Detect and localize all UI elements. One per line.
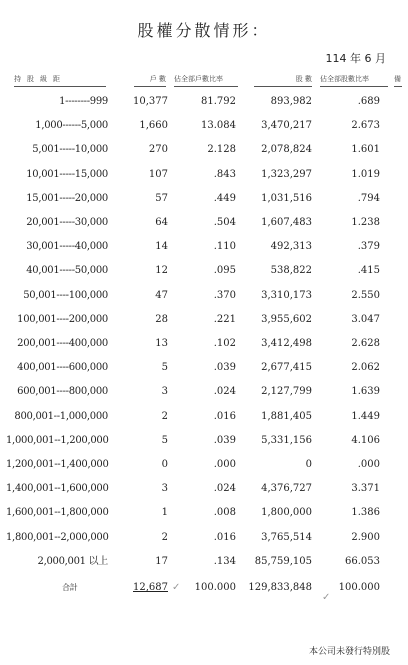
- row-shares-pct: .415: [357, 265, 380, 277]
- row-count: 2: [161, 531, 168, 543]
- row-shares: 538,822: [270, 265, 312, 277]
- row-count: 17: [155, 555, 168, 567]
- footer-note: 本公司未發行特別股: [308, 647, 390, 657]
- row-shares: 0: [305, 459, 312, 470]
- row-shares-pct: .689: [357, 96, 380, 107]
- row-shares-pct: 2.673: [351, 120, 380, 132]
- row-count-pct: 13.084: [201, 120, 236, 132]
- row-count-pct: 2.128: [207, 144, 236, 156]
- row-count-pct: .016: [213, 410, 236, 422]
- row-count: 57: [155, 192, 168, 204]
- row-count-pct: .000: [213, 459, 236, 470]
- row-count-pct: .370: [213, 289, 236, 301]
- row-shares: 2,127,799: [261, 386, 312, 398]
- row-shares: 3,955,602: [261, 313, 312, 325]
- row-shares: 2,078,824: [261, 144, 312, 156]
- table-row: [0, 481, 408, 497]
- header-range: 持股級距: [14, 74, 106, 84]
- row-range: 1,400,001--1,600,000: [6, 483, 109, 495]
- report-date: 114 年 6 月: [325, 52, 386, 65]
- total-shares: 129,833,848: [248, 582, 312, 593]
- row-range: 1,000,001--1,200,000: [6, 434, 109, 446]
- row-range: 600,001----800,000: [17, 386, 108, 398]
- row-count-pct: .024: [213, 386, 236, 398]
- row-count: 0: [161, 459, 168, 470]
- header-count-pct: 佔全部戶數比率: [174, 74, 238, 84]
- row-count: 14: [155, 241, 168, 253]
- row-shares: 2,677,415: [261, 362, 312, 374]
- row-range: 40,001-----50,000: [26, 265, 108, 277]
- row-shares: 1,881,405: [261, 410, 312, 422]
- header-count: 戶 數: [134, 74, 166, 84]
- table-row: [0, 384, 408, 400]
- row-range: 1,200,001--1,400,000: [6, 459, 109, 470]
- row-count-pct: .039: [213, 434, 236, 446]
- row-count-pct: .039: [213, 362, 236, 374]
- table-row: [0, 457, 408, 473]
- row-count: 270: [148, 144, 168, 156]
- row-count: 1: [161, 507, 168, 519]
- row-shares: 1,031,516: [261, 192, 312, 204]
- row-shares-pct: 2.550: [351, 289, 380, 301]
- row-range: 2,000,001 以上: [37, 555, 108, 567]
- page-title: 股權分散情形：: [137, 21, 271, 40]
- row-shares-pct: 1.601: [351, 144, 380, 156]
- table-row: [0, 288, 408, 304]
- table-row: [0, 530, 408, 546]
- row-count-pct: .221: [213, 313, 236, 325]
- row-count: 107: [148, 168, 168, 180]
- row-shares: 1,323,297: [261, 168, 312, 180]
- row-shares-pct: 2.900: [351, 531, 380, 543]
- total-count: 12,687: [133, 582, 168, 593]
- row-shares-pct: 2.062: [351, 362, 380, 374]
- row-shares: 1,800,000: [261, 507, 312, 519]
- table-row: [0, 312, 408, 328]
- row-count: 3: [161, 386, 168, 398]
- table-header: [0, 72, 408, 86]
- row-shares: 1,607,483: [261, 217, 312, 228]
- total-shares-pct: 100.000: [338, 582, 380, 593]
- row-count: 28: [155, 313, 168, 325]
- row-shares: 5,331,156: [261, 434, 312, 446]
- row-count-pct: .843: [213, 168, 236, 180]
- row-count: 12: [155, 265, 168, 277]
- total-count-pct: 100.000: [194, 582, 236, 593]
- row-count-pct: .008: [213, 507, 236, 519]
- row-range: 15,001-----20,000: [26, 192, 108, 204]
- row-shares-pct: 66.053: [345, 555, 380, 567]
- table-row: [0, 433, 408, 449]
- table-row: [0, 336, 408, 352]
- row-shares: 893,982: [270, 96, 312, 107]
- table-row: [0, 167, 408, 183]
- row-count-pct: .095: [213, 265, 236, 277]
- row-count: 3: [161, 483, 168, 495]
- check-mark-icon: ✓: [172, 582, 181, 593]
- row-shares-pct: 3.047: [351, 313, 380, 325]
- row-shares: 3,765,514: [261, 531, 312, 543]
- row-count-pct: .449: [213, 192, 236, 204]
- row-count: 64: [155, 217, 168, 228]
- row-range: 1,000------5,000: [35, 120, 108, 132]
- row-count: 5: [161, 434, 168, 446]
- row-shares-pct: .000: [357, 459, 380, 470]
- row-count-pct: .110: [213, 241, 236, 253]
- row-count: 5: [161, 362, 168, 374]
- table-row: [0, 360, 408, 376]
- table-row: [0, 505, 408, 521]
- row-shares-pct: 1.238: [351, 217, 380, 228]
- row-count-pct: .504: [213, 217, 236, 228]
- row-count-pct: 81.792: [201, 96, 236, 107]
- row-shares-pct: 1.019: [351, 168, 380, 180]
- table-row: [0, 118, 408, 134]
- row-range: 100,001----200,000: [17, 313, 108, 325]
- row-range: 800,001--1,000,000: [14, 410, 108, 422]
- row-range: 10,001-----15,000: [26, 168, 108, 180]
- row-count-pct: .024: [213, 483, 236, 495]
- row-count-pct: .134: [213, 555, 236, 567]
- table-row: [0, 263, 408, 279]
- table-row: [0, 191, 408, 207]
- row-shares: 3,412,498: [261, 338, 312, 349]
- table-row: [0, 409, 408, 425]
- row-shares: 3,470,217: [261, 120, 312, 132]
- row-shares-pct: 3.371: [351, 483, 380, 495]
- row-shares-pct: 4.106: [351, 434, 380, 446]
- row-shares-pct: 1.639: [351, 386, 380, 398]
- row-range: 5,001-----10,000: [32, 144, 108, 156]
- table-row: [0, 554, 408, 570]
- table-row: [0, 94, 408, 110]
- total-row: [0, 580, 408, 596]
- table-row: [0, 142, 408, 158]
- row-shares: 492,313: [270, 241, 312, 253]
- row-shares-pct: .379: [357, 241, 380, 253]
- row-range: 200,001----400,000: [17, 338, 108, 349]
- row-count: 1,660: [139, 120, 168, 132]
- header-remarks: 備: [394, 75, 401, 83]
- row-count-pct: .016: [213, 531, 236, 543]
- table-row: [0, 215, 408, 231]
- row-shares-pct: 2.628: [351, 338, 380, 349]
- row-range: 1--------999: [59, 96, 108, 107]
- row-count-pct: .102: [213, 338, 236, 349]
- row-shares: 4,376,727: [261, 483, 312, 495]
- row-range: 30,001-----40,000: [26, 241, 108, 253]
- row-count: 2: [161, 410, 168, 422]
- header-shares-pct: 佔全部股數比率: [320, 74, 388, 84]
- row-count: 10,377: [133, 96, 168, 107]
- table-row: [0, 239, 408, 255]
- row-range: 20,001-----30,000: [26, 217, 108, 228]
- check-mark-icon: ✓: [322, 592, 331, 603]
- row-shares: 85,759,105: [254, 555, 312, 567]
- row-count: 13: [155, 338, 168, 349]
- row-range: 1,600,001--1,800,000: [6, 507, 109, 519]
- row-range: 50,001----100,000: [23, 289, 108, 301]
- total-label: 合計: [62, 583, 78, 592]
- row-range: 400,001----600,000: [17, 362, 108, 374]
- row-shares-pct: .794: [357, 192, 380, 204]
- row-shares-pct: 1.449: [351, 410, 380, 422]
- row-count: 47: [155, 289, 168, 301]
- row-range: 1,800,001--2,000,000: [6, 531, 109, 543]
- row-shares-pct: 1.386: [351, 507, 380, 519]
- header-shares: 股 數: [254, 74, 312, 84]
- row-shares: 3,310,173: [261, 289, 312, 301]
